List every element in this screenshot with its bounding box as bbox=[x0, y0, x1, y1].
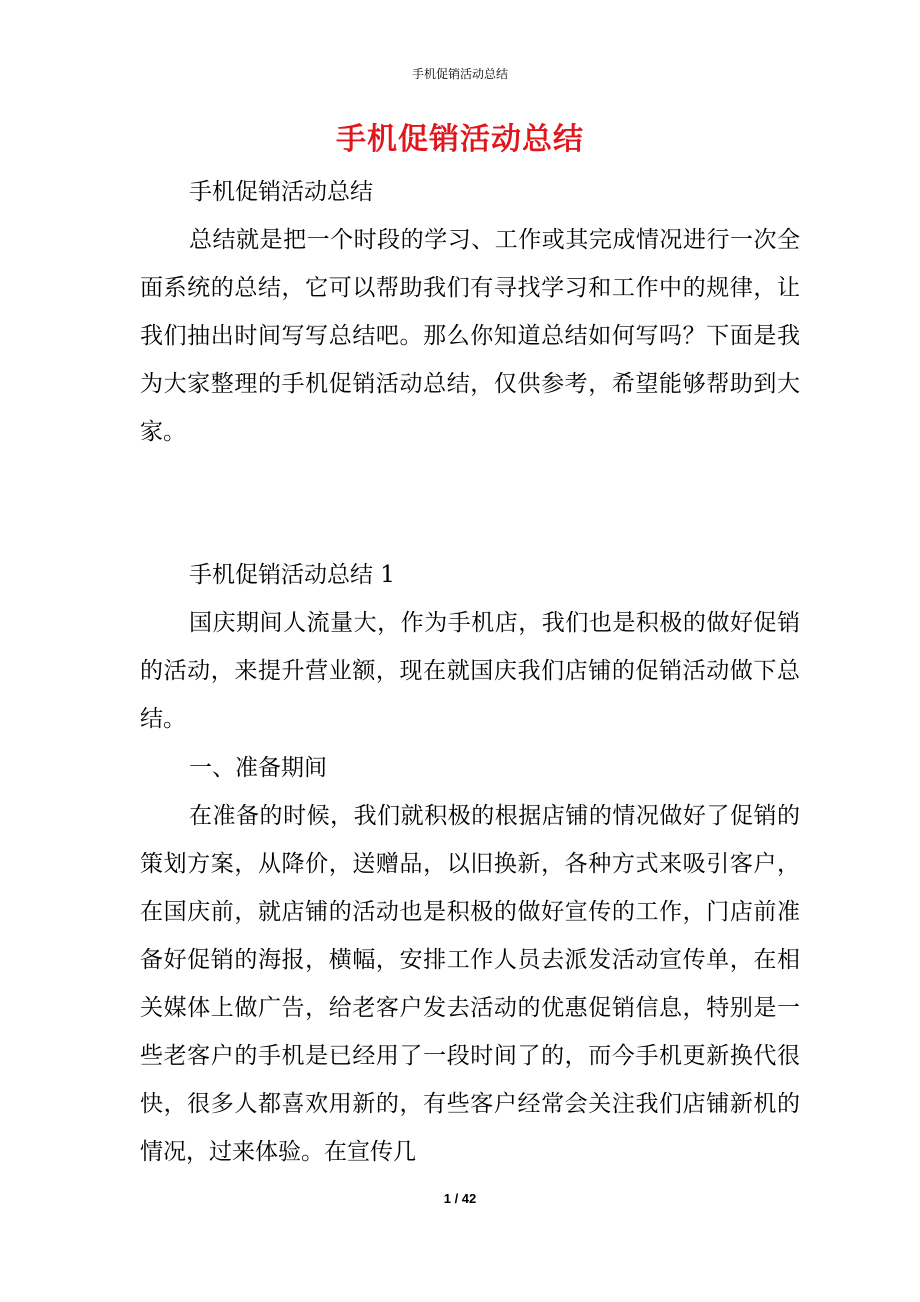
paragraph-2: 在准备的时候，我们就积极的根据店铺的情况做好了促销的策划方案，从降价，送赠品，以旧换新，各种方式来吸引客户，在国庆前，就店铺的活动也是积极的做好宣传的工作，门店前准备好促销的海报，横幅，安排工作人员去派发活动宣传单，在相关媒体上做广告，给老客户发去活动的优惠促销信息，特别是一些老客户的手机是已经用了一段时间了的，而今手机更新换代很快，很多人都喜欢用新的，有些客户经常会关注我们店铺新机的情况，过来体验。在宣传几 bbox=[140, 803, 800, 1165]
subheading-preparation: 一、准备期间 bbox=[189, 755, 327, 781]
running-header: 手机促销活动总结 bbox=[411, 67, 508, 81]
document-title: 手机促销活动总结 bbox=[336, 122, 584, 157]
page-number: 1 / 42 bbox=[443, 1191, 477, 1206]
paragraph-1: 国庆期间人流量大，作为手机店，我们也是积极的做好促销的活动，来提升营业额，现在就国庆我们店铺的促销活动做下总结。 bbox=[140, 610, 800, 732]
section-heading: 手机促销活动总结 1 bbox=[189, 562, 395, 588]
intro-paragraph: 总结就是把一个时段的学习、工作或其完成情况进行一次全面系统的总结，它可以帮助我们有寻找学习和工作中的规律，让我们抽出时间写写总结吧。那么你知道总结如何写吗？下面是我为大家整理的手机促销活动总结，仅供参考，希望能够帮助到大家。 bbox=[140, 227, 800, 445]
document-subtitle: 手机促销活动总结 bbox=[189, 179, 373, 205]
